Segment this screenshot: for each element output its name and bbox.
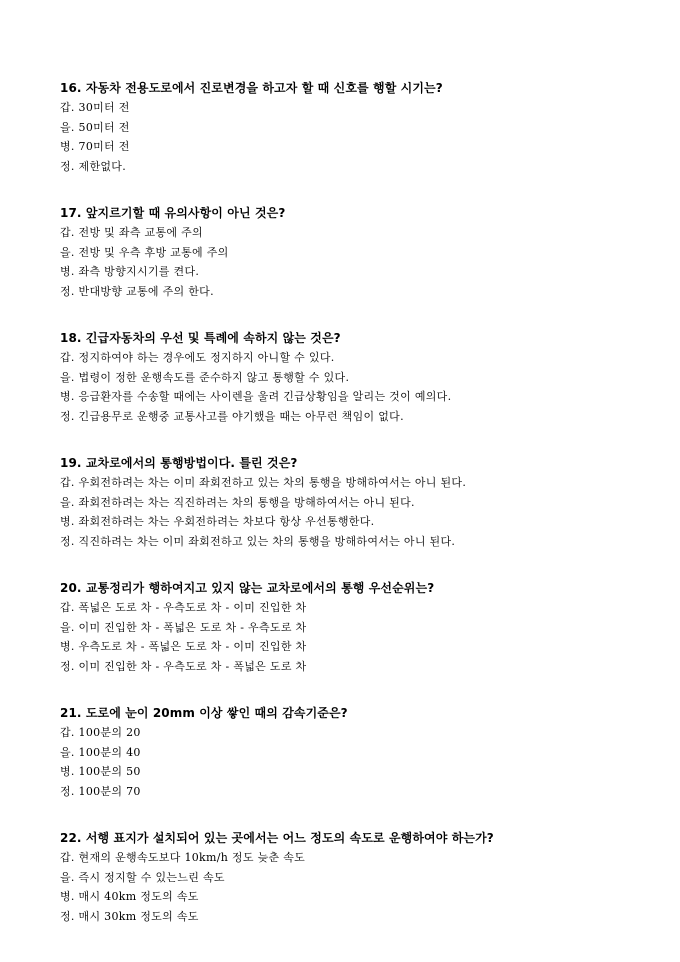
option-jeong: 정. 긴급용무로 운행중 교통사고를 야기했을 때는 아무런 책임이 없다. [60,409,404,423]
option-byeong: 병. 좌회전하려는 차는 우회전하려는 차보다 항상 우선통행한다. [60,515,375,528]
option-byeong: 병. 응급환자를 수송할 때에는 사이렌을 울려 긴급상황임을 알리는 것이 예의다. [60,390,452,403]
option-eul: 을. 좌회전하려는 차는 직진하려는 차의 통행을 방해하여서는 아니 된다. [60,495,415,509]
question-title: 22. 서행 표지가 설치되어 있는 곳에서는 어느 정도의 속도로 운행하여야 하는가? [60,831,494,845]
option-gap: 갑. 30미터 전 [60,101,130,114]
option-byeong: 병. 매시 40km 정도의 속도 [60,890,199,903]
option-gap: 갑. 100분의 20 [60,726,141,739]
question-17 [60,203,660,301]
option-jeong: 정. 매시 30km 정도의 속도 [60,909,199,923]
option-jeong: 정. 제한없다. [60,159,127,173]
option-byeong: 병. 100분의 50 [60,765,141,778]
question-18 [60,328,660,426]
option-jeong: 정. 반대방향 교통에 주의 한다. [60,284,214,298]
option-eul: 을. 법령이 정한 운행속도를 준수하지 않고 통행할 수 있다. [60,370,350,384]
exam-page [60,78,660,953]
option-gap: 갑. 현재의 운행속도보다 10km/h 정도 늦춘 속도 [60,851,306,864]
question-title: 19. 교차로에서의 통행방법이다. 틀린 것은? [60,456,298,470]
question-16 [60,78,660,176]
option-gap: 갑. 전방 및 좌측 교통에 주의 [60,226,203,239]
option-jeong: 정. 이미 진입한 차 - 우측도로 차 - 폭넓은 도로 차 [60,659,307,673]
option-byeong: 병. 우측도로 차 - 폭넓은 도로 차 - 이미 진입한 차 [60,640,307,653]
question-title: 21. 도로에 눈이 20mm 이상 쌓인 때의 감속기준은? [60,706,348,720]
option-jeong: 정. 100분의 70 [60,784,141,798]
option-eul: 을. 50미터 전 [60,120,130,134]
question-title: 18. 긴급자동차의 우선 및 특례에 속하지 않는 것은? [60,331,341,345]
option-gap: 갑. 우회전하려는 차는 이미 좌회전하고 있는 차의 통행을 방해하여서는 아니 된다. [60,476,467,489]
question-20 [60,578,660,676]
option-byeong: 병. 좌측 방향지시기를 켠다. [60,265,200,278]
question-title: 17. 앞지르기할 때 유의사항이 아닌 것은? [60,206,286,220]
option-byeong: 병. 70미터 전 [60,140,130,153]
option-eul: 을. 전방 및 우측 후방 교통에 주의 [60,245,229,259]
question-21 [60,703,660,801]
question-title: 16. 자동차 전용도로에서 진로변경을 하고자 할 때 신호를 행할 시기는? [60,81,443,95]
option-jeong: 정. 직진하려는 차는 이미 좌회전하고 있는 차의 통행을 방해하여서는 아니 된다. [60,534,456,548]
option-eul: 을. 100분의 40 [60,745,141,759]
question-19 [60,453,660,551]
option-eul: 을. 이미 진입한 차 - 폭넓은 도로 차 - 우측도로 차 [60,620,307,634]
option-gap: 갑. 정지하여야 하는 경우에도 정지하지 아니할 수 있다. [60,351,335,364]
option-gap: 갑. 폭넓은 도로 차 - 우측도로 차 - 이미 진입한 차 [60,601,307,614]
question-title: 20. 교통정리가 행하여지고 있지 않는 교차로에서의 통행 우선순위는? [60,581,435,595]
question-22 [60,828,660,926]
option-eul: 을. 즉시 정지할 수 있는느린 속도 [60,870,225,884]
